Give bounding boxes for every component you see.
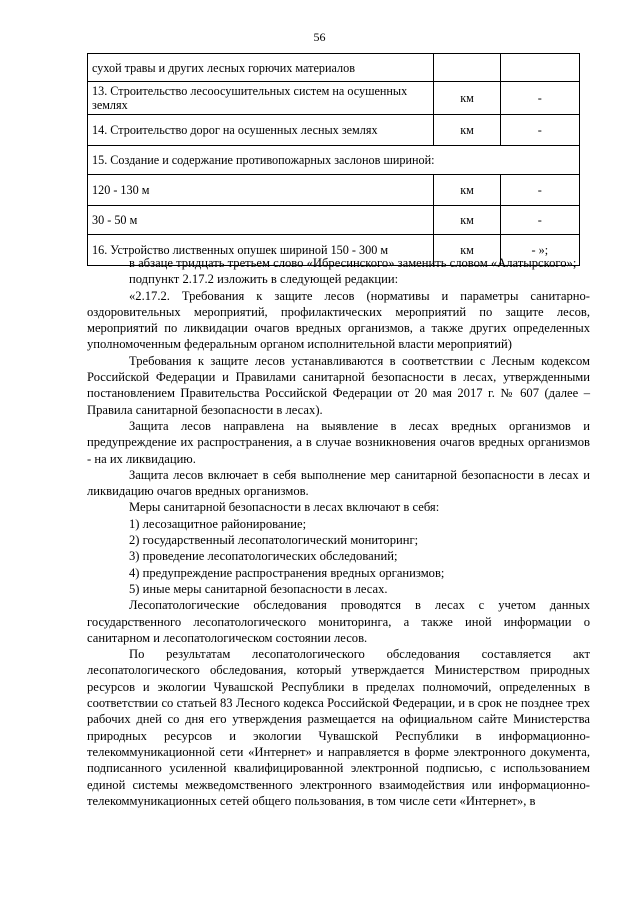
- list-item: 1) лесозащитное районирование;: [129, 516, 307, 531]
- table-cell-section: 15. Создание и содержание противопожарных заслонов шириной:: [88, 146, 580, 175]
- paragraph: подпункт 2.17.2 изложить в следующей редакции:: [129, 272, 399, 287]
- table-cell-value: [500, 54, 579, 82]
- table-row: [88, 54, 580, 82]
- table-row: [88, 175, 580, 206]
- paragraph: Лесопатологические обследования проводятся в лесах с учетом данных государственного лесопатологического мониторинга, а также иной информации о санитарном и лесопатологическом состоянии лесов.: [87, 598, 590, 645]
- table-row: [88, 206, 580, 235]
- list-item: 4) предупреждение распространения вредных организмов;: [129, 565, 445, 580]
- paragraph: Меры санитарной безопасности в лесах включают в себя:: [129, 500, 440, 515]
- table-row: [88, 146, 580, 175]
- paragraph: в абзаце тридцать третьем слово «Ибресинского» заменить словом «Алатырского»;: [129, 256, 577, 270]
- table-cell-unit: км: [434, 175, 500, 206]
- table-cell-unit: км: [434, 235, 500, 266]
- table-cell-value: -: [500, 115, 579, 146]
- paragraph: По результатам лесопатологического обследования составляется акт лесопатологического обследования, который утверждается Министерством природных ресурсов и экологии Чувашской Республики в пределах полномочий, определенных в соответствии со статьей 83 Лесного кодекса Российской Федерации, и в срок не позднее трех рабочих дней со дня его утверждения размещается на официальном сайте Министерства природных ресурсов и экологии Чувашской Республики в информационно-телекоммуникационной сети «Интернет» и направляется в форме электронного документа, подписанного усиленной квалифицированной электронной подписью, с использованием единой системы межведомственного электронного взаимодействия или информационно-телекоммуникационных сетей общего пользования, в том числе сети «Интернет», в: [87, 647, 590, 808]
- table-cell-value: - »;: [500, 235, 579, 266]
- table-cell-name: 14. Строительство дорог на осушенных лесных землях: [88, 115, 434, 146]
- table-cell-name: 30 - 50 м: [88, 206, 434, 235]
- table-cell-unit: км: [434, 82, 500, 115]
- table-cell-name: 16. Устройство лиственных опушек шириной 150 - 300 м: [88, 235, 434, 266]
- list-item: 5) иные меры санитарной безопасности в лесах.: [129, 581, 388, 596]
- paragraph: Защита лесов направлена на выявление в лесах вредных организмов и предупреждение их распространения, а в случае возникновения очагов вредных организмов - на их ликвидацию.: [87, 418, 590, 466]
- table-cell-unit: км: [434, 206, 500, 235]
- table-cell-name: сухой травы и других лесных горючих материалов: [88, 54, 434, 82]
- table-row: [88, 82, 580, 115]
- table-cell-name: 120 - 130 м: [88, 175, 434, 206]
- table-cell-value: -: [500, 82, 579, 115]
- paragraph: Требования к защите лесов устанавливаются в соответствии с Лесным кодексом Российской Федерации и Правилами санитарной безопасности в лесах, утвержденными постановлением Правительства Российской Федерации от 20 мая 2017 г. № 607 (далее – Правила санитарной безопасности в лесах).: [87, 353, 590, 417]
- paragraph: Защита лесов включает в себя выполнение мер санитарной безопасности в лесах и ликвидацию очагов вредных организмов.: [87, 467, 590, 499]
- measures-table: [87, 53, 580, 266]
- list-item: 3) проведение лесопатологических обследований;: [129, 549, 398, 564]
- table-cell-unit: [434, 54, 500, 82]
- table-cell-name: 13. Строительство лесоосушительных систем на осушенных землях: [88, 82, 434, 115]
- document-body: [87, 255, 590, 809]
- paragraph: «2.17.2. Требования к защите лесов (нормативы и параметры санитарно-оздоровительных мероприятий, профилактических мероприятий по защите лесов, мероприятий по ликвидации очагов вредных организмов, а также других определенных уполномоченным федеральным органом исполнительной власти мероприятий): [87, 288, 590, 352]
- table-cell-value: -: [500, 175, 579, 206]
- list-item: 2) государственный лесопатологический мониторинг;: [129, 533, 419, 548]
- table-row: [88, 115, 580, 146]
- table-cell-unit: км: [434, 115, 500, 146]
- page-number: 56: [313, 30, 326, 44]
- table-cell-value: -: [500, 206, 579, 235]
